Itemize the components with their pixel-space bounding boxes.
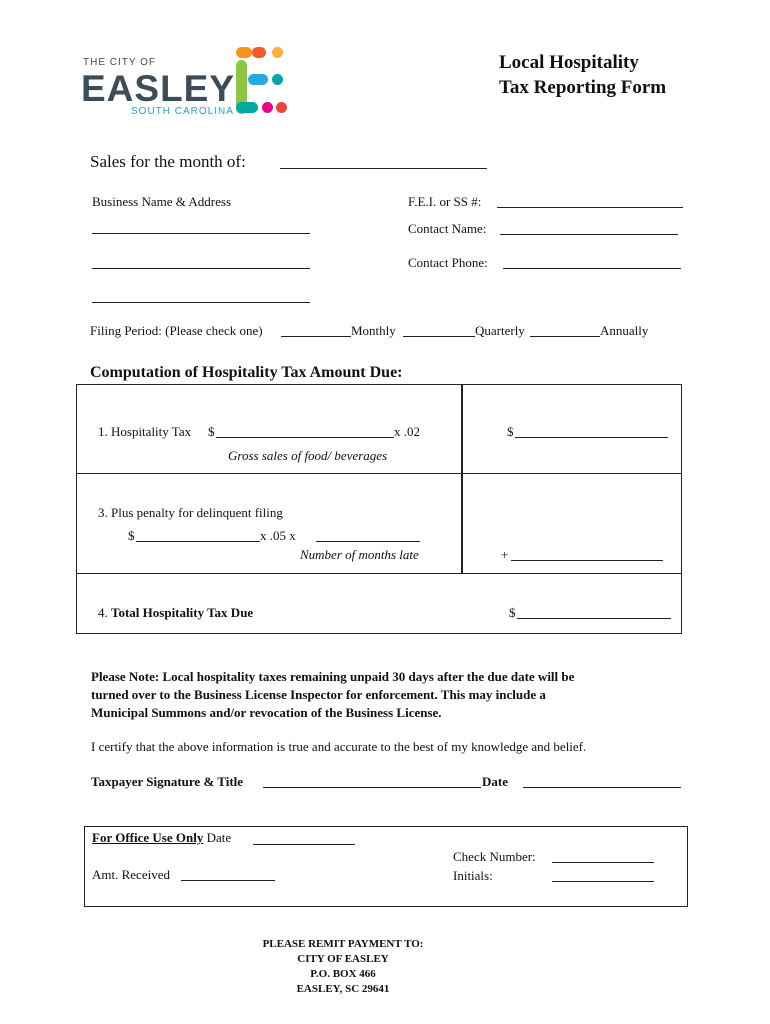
row3-label: 3. Plus penalty for delinquent filing: [98, 505, 283, 520]
business-name-address-label: Business Name & Address: [92, 194, 232, 209]
monthly-check-field[interactable]: [281, 336, 351, 337]
form-title-line2: Tax Reporting Form: [499, 77, 667, 98]
remit-line-4: EASLEY, SC 29641: [296, 983, 390, 995]
penalty-base-field[interactable]: [136, 541, 260, 542]
logo-text-easley: EASLEY: [81, 68, 236, 109]
signature-date-field[interactable]: [523, 787, 681, 788]
business-address-line-3[interactable]: [92, 302, 310, 303]
row1-amount-dollar: $: [507, 424, 514, 439]
remit-line-2: CITY OF EASLEY: [297, 953, 389, 965]
form-title-line1: Local Hospitality: [499, 52, 639, 73]
row4-text: Total Hospitality Tax Due: [111, 605, 254, 620]
contact-phone-field[interactable]: [503, 268, 681, 269]
row1-label: 1. Hospitality Tax: [98, 424, 192, 439]
please-note: [91, 668, 574, 722]
computation-heading: Computation of Hospitality Tax Amount Due:: [90, 364, 403, 381]
sales-month-label: Sales for the month of:: [90, 152, 246, 171]
row3-dollar: $: [128, 528, 135, 543]
contact-name-label: Contact Name:: [408, 221, 487, 236]
table-row-divider-1: [76, 473, 681, 474]
contact-name-field[interactable]: [500, 234, 678, 235]
remit-line-1: PLEASE REMIT PAYMENT TO:: [262, 938, 424, 950]
gross-sales-field[interactable]: [216, 437, 394, 438]
row1-dollar: $: [208, 424, 215, 439]
quarterly-label: Quarterly: [475, 323, 525, 338]
remit-address: [236, 937, 450, 997]
certification-text: I certify that the above information is true and accurate to the best of my knowledge and belief.: [91, 739, 587, 754]
initials-field[interactable]: [552, 881, 654, 882]
months-late-field[interactable]: [316, 541, 420, 542]
check-number-field[interactable]: [552, 862, 654, 863]
row1-amount-field[interactable]: [515, 437, 668, 438]
amt-received-label: Amt. Received: [92, 867, 170, 882]
annually-check-field[interactable]: [530, 336, 600, 337]
business-address-line-1[interactable]: [92, 233, 310, 234]
logo-text-city-of: THE CITY OF: [83, 57, 157, 68]
initials-label: Initials:: [453, 868, 493, 883]
row1-multiplier: x .02: [394, 424, 420, 439]
total-due-field[interactable]: [517, 618, 671, 619]
office-date-label: Date: [206, 830, 232, 845]
row3-multiplier: x .05 x: [260, 528, 296, 543]
note-line-1: Please Note: Local hospitality taxes remaining unpaid 30 days after the due date will be: [91, 669, 575, 684]
row4-label: [98, 605, 253, 621]
business-address-line-2[interactable]: [92, 268, 310, 269]
signature-label: Taxpayer Signature & Title: [91, 774, 244, 789]
fei-label: F.E.I. or SS #:: [408, 194, 482, 209]
row3-caption: Number of months late: [300, 547, 419, 562]
contact-phone-label: Contact Phone:: [408, 255, 488, 270]
row1-caption: Gross sales of food/ beverages: [228, 448, 388, 463]
amt-received-field[interactable]: [181, 880, 275, 881]
form-title: [499, 50, 666, 100]
signature-field[interactable]: [263, 787, 481, 788]
office-use-heading: For Office Use Only: [92, 830, 204, 845]
table-row-divider-2: [76, 573, 681, 574]
penalty-amount-field[interactable]: [511, 560, 663, 561]
row3-plus: +: [501, 547, 509, 562]
fei-field[interactable]: [497, 207, 683, 208]
monthly-label: Monthly: [351, 323, 396, 338]
row4-dollar: $: [509, 605, 516, 620]
quarterly-check-field[interactable]: [403, 336, 475, 337]
filing-period-label: Filing Period: (Please check one): [90, 323, 263, 338]
row4-prefix: 4.: [98, 605, 108, 620]
check-number-label: Check Number:: [453, 849, 536, 864]
office-date-field[interactable]: [253, 844, 355, 845]
sales-month-field[interactable]: [280, 168, 487, 169]
note-line-2: turned over to the Business License Inspector for enforcement. This may include a: [91, 687, 546, 702]
office-use-header: [92, 830, 231, 846]
signature-date-label: Date: [482, 774, 508, 789]
note-line-3: Municipal Summons and/or revocation of the Business License.: [91, 705, 442, 720]
remit-line-3: P.O. BOX 466: [310, 968, 376, 980]
logo-text-south-carolina: SOUTH CAROLINA: [131, 106, 234, 117]
table-column-divider: [461, 384, 463, 573]
annually-label: Annually: [600, 323, 649, 338]
